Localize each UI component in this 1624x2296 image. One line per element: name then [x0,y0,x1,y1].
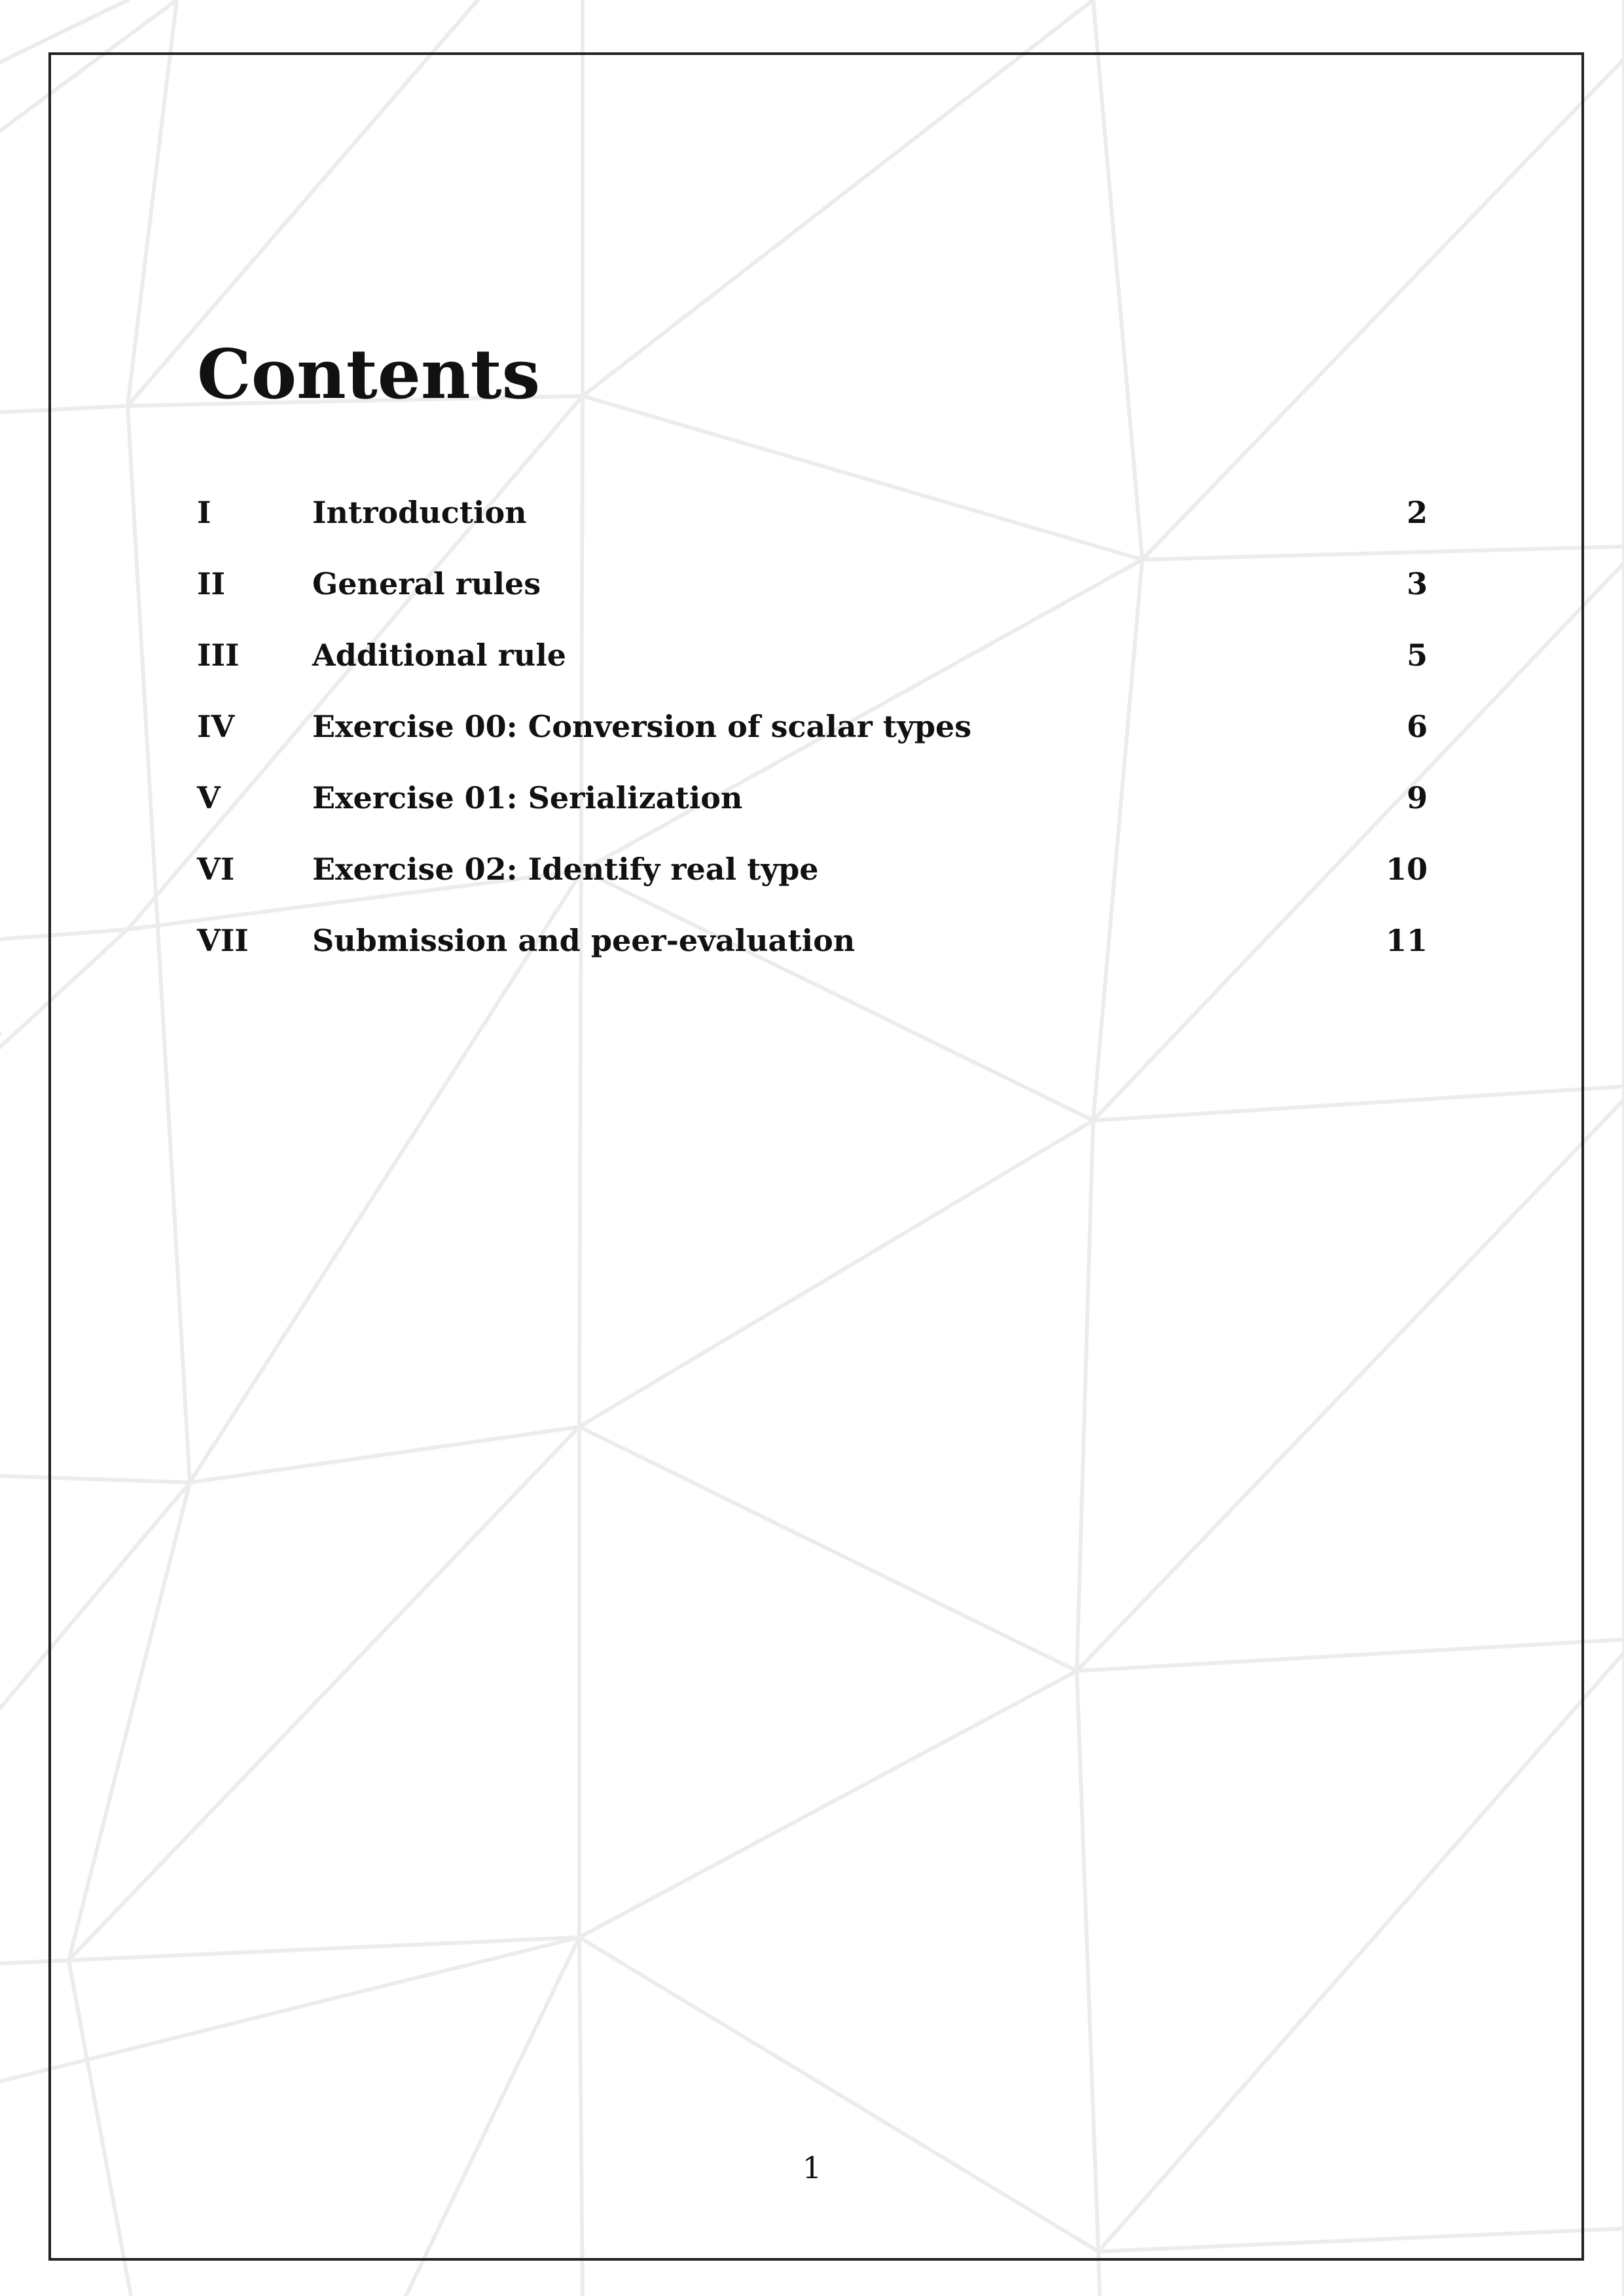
toc-entry-title[interactable]: General rules [312,566,541,601]
toc-entry-title[interactable]: Exercise 02: Identify real type [312,852,819,887]
toc-heading: Contents [197,334,541,414]
toc-entry-title[interactable]: Introduction [312,495,527,530]
toc-entry-number: V [197,780,221,816]
toc-entry-title[interactable]: Exercise 01: Serialization [312,780,743,816]
toc-entry-additional-rule[interactable] [197,629,1428,700]
toc-entry-number: IV [197,709,235,744]
toc-entry-number: III [197,637,240,673]
toc-entry-number: VII [197,923,249,958]
toc-entry-page[interactable]: 3 [1406,566,1428,601]
toc-entry-number: I [197,495,211,530]
toc-entry-page[interactable]: 2 [1406,495,1428,530]
toc-entry-exercise-00[interactable] [197,700,1428,772]
toc-entry-title[interactable]: Additional rule [312,637,567,673]
toc-entry-introduction[interactable] [197,486,1428,558]
toc-entry-exercise-02[interactable] [197,843,1428,914]
page-number: 1 [802,2150,822,2185]
toc-entry-page[interactable]: 9 [1406,780,1428,816]
toc-entry-number: VI [197,852,235,887]
toc-entry-title[interactable]: Exercise 00: Conversion of scalar types [312,709,972,744]
toc-entry-title[interactable]: Submission and peer-evaluation [312,923,856,958]
toc-entry-page[interactable]: 5 [1406,637,1428,673]
toc-entry-number: II [197,566,226,601]
toc-entry-page[interactable]: 10 [1385,852,1428,887]
toc-entry-page[interactable]: 6 [1406,709,1428,744]
table-of-contents [197,486,1428,986]
toc-entry-submission[interactable] [197,914,1428,986]
toc-entry-page[interactable]: 11 [1385,923,1428,958]
toc-entry-general-rules[interactable] [197,558,1428,629]
toc-entry-exercise-01[interactable] [197,772,1428,843]
